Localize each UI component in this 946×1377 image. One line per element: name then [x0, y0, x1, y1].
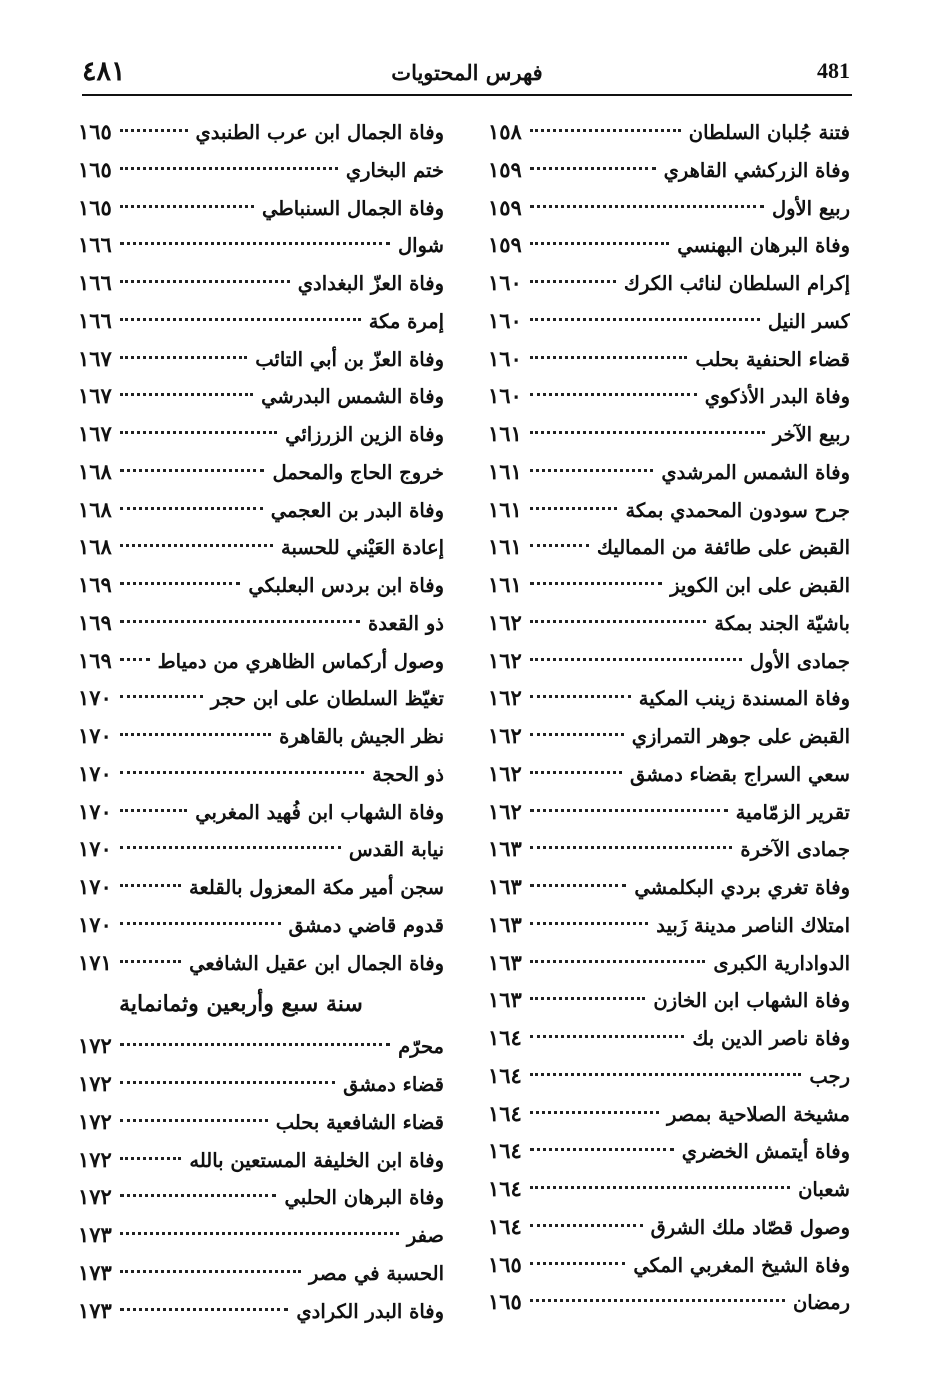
entry-page-number: ١٦٣ — [488, 911, 522, 937]
dot-leader — [120, 1308, 289, 1311]
toc-entry — [78, 566, 444, 604]
entry-page-number: ١٦٥ — [488, 1289, 522, 1315]
dot-leader — [120, 469, 265, 472]
toc-entry — [78, 1216, 444, 1254]
entry-page-number: ١٦٨ — [78, 458, 112, 484]
dot-leader — [530, 280, 616, 283]
dot-leader — [120, 922, 281, 925]
toc-entry — [488, 415, 850, 453]
entry-title: وفاة البدر بن العجمي — [270, 498, 444, 522]
entry-page-number: ١٦٧ — [78, 383, 112, 409]
entry-title: محرّم — [398, 1035, 444, 1059]
entry-title: نيابة القدس — [348, 838, 444, 862]
dot-leader — [530, 318, 760, 321]
entry-page-number: ١٦٢ — [488, 760, 522, 786]
entry-title: وفاة تغري بردي البكلمشي — [634, 876, 850, 899]
dot-leader — [120, 771, 364, 774]
toc-entry — [488, 340, 850, 378]
entry-page-number: ١٦٥ — [78, 194, 112, 220]
toc-entry — [488, 755, 850, 793]
dot-leader — [530, 809, 728, 812]
toc-entry — [488, 377, 850, 415]
dot-leader — [120, 1081, 335, 1084]
dot-leader — [530, 507, 618, 510]
entry-title: وفاة ابن الخليفة المستعين بالله — [189, 1148, 444, 1172]
dot-leader — [120, 1043, 390, 1046]
toc-entry — [78, 679, 444, 717]
entry-page-number: ١٦٠ — [488, 383, 522, 409]
toc-entry — [78, 1292, 444, 1330]
entry-title: وفاة الشمس المرشدي — [661, 460, 850, 484]
entry-page-number: ١٦٠ — [488, 345, 522, 371]
dot-leader — [120, 544, 273, 547]
entry-title: تغيّظ السلطان على ابن حجر — [210, 687, 444, 711]
entry-title: قضاء الحنفية بحلب — [695, 347, 850, 371]
dot-leader — [120, 205, 254, 208]
dot-leader — [120, 129, 188, 132]
dot-leader — [120, 242, 390, 245]
dot-leader — [530, 431, 765, 434]
dot-leader — [530, 393, 697, 396]
entry-title: ذو القعدة — [368, 611, 444, 635]
toc-left-section-entries — [78, 1027, 444, 1329]
toc-entry — [488, 151, 850, 189]
entry-title: وفاة البرهان البهنسي — [677, 234, 850, 258]
entry-page-number: ١٦٢ — [488, 609, 522, 635]
dot-leader — [530, 469, 654, 472]
dot-leader — [120, 507, 263, 510]
dot-leader — [120, 960, 181, 963]
entry-page-number: ١٦٥ — [78, 119, 112, 144]
entry-title: إعادة العَيْني للحسبة — [281, 536, 444, 560]
entry-page-number: ١٧٢ — [78, 1184, 112, 1210]
entry-title: شعبان — [798, 1178, 850, 1201]
entry-page-number: ١٦١ — [488, 496, 522, 522]
dot-leader — [530, 242, 669, 245]
toc-entry — [488, 528, 850, 566]
toc-left-entries — [78, 113, 444, 981]
page-number-arabic: ٤٨١ — [82, 56, 126, 87]
entry-title: تقرير الزمّامية — [735, 800, 850, 824]
toc-entry — [488, 453, 850, 491]
page-number-latin: 481 — [817, 58, 850, 83]
entry-title: وفاة الشمس البدرشي — [261, 385, 444, 409]
toc-entry — [78, 642, 444, 680]
dot-leader — [530, 205, 764, 208]
entry-page-number: ١٦١ — [488, 572, 522, 597]
entry-page-number: ١٦١ — [488, 458, 522, 484]
entry-title: القبض على جوهر التمرازي — [631, 725, 850, 748]
toc-entry — [78, 264, 444, 302]
entry-page-number: ١٥٨ — [488, 119, 522, 144]
entry-page-number: ١٧٢ — [78, 1146, 112, 1172]
dot-leader — [120, 1270, 301, 1273]
entry-page-number: ١٧٠ — [78, 874, 112, 899]
toc-entry — [488, 1057, 850, 1095]
entry-page-number: ١٧٢ — [78, 1108, 112, 1134]
toc-entry — [488, 264, 850, 302]
dot-leader — [530, 771, 622, 774]
entry-page-number: ١٦٢ — [488, 685, 522, 711]
entry-page-number: ١٦٨ — [78, 496, 112, 522]
entry-page-number: ١٧١ — [78, 949, 112, 975]
toc-entry — [488, 1208, 850, 1246]
toc-entry — [78, 868, 444, 906]
toc-entry — [488, 717, 850, 755]
toc-entry — [488, 944, 850, 982]
dot-leader — [530, 733, 624, 736]
toc-entry — [488, 113, 850, 151]
entry-title: سجن أمير مكة المعزول بالقلعة — [189, 876, 444, 899]
dot-leader — [120, 318, 361, 321]
dot-leader — [530, 1186, 790, 1189]
dot-leader — [530, 960, 706, 963]
entry-title: فتنة جُلبان السلطان — [688, 121, 850, 144]
entry-page-number: ١٦٤ — [488, 1100, 522, 1126]
toc-entry — [78, 189, 444, 227]
entry-page-number: ١٧٠ — [78, 685, 112, 711]
entry-title: وفاة الشهاب ابن فُهيد المغربي — [195, 800, 444, 824]
entry-title: مشيخة الصلاحية بمصر — [666, 1102, 850, 1126]
entry-title: كسر النيل — [767, 309, 850, 333]
entry-page-number: ١٦٠ — [488, 270, 522, 295]
dot-leader — [530, 884, 627, 887]
entry-page-number: ١٦٥ — [488, 1251, 522, 1277]
entry-title: إكرام السلطان لنائب الكرك — [623, 272, 850, 295]
dot-leader — [120, 1232, 399, 1235]
entry-title: جمادى الأول — [749, 649, 850, 673]
entry-page-number: ١٧٠ — [78, 760, 112, 786]
entry-page-number: ١٦٧ — [78, 421, 112, 446]
toc-entry — [78, 453, 444, 491]
dot-leader — [530, 544, 589, 547]
toc-entry — [488, 604, 850, 642]
dot-leader — [530, 1148, 674, 1151]
entry-page-number: ١٦٤ — [488, 1025, 522, 1050]
dot-leader — [120, 884, 181, 887]
entry-title: سعي السراج بقضاء دمشق — [630, 762, 850, 786]
toc-entry — [488, 491, 850, 529]
dot-leader — [530, 997, 646, 1000]
toc-entry — [78, 793, 444, 831]
dot-leader — [530, 620, 707, 623]
toc-entry — [78, 1254, 444, 1292]
toc-column-right — [488, 113, 850, 1321]
toc-entry — [78, 604, 444, 642]
toc-entry — [78, 755, 444, 793]
dot-leader — [120, 658, 150, 661]
toc-entry — [78, 944, 444, 982]
entry-title: إمرة مكة — [368, 309, 444, 333]
toc-entry — [488, 226, 850, 264]
entry-page-number: ١٧٠ — [78, 836, 112, 862]
page-header — [82, 52, 852, 96]
entry-page-number: ١٧٣ — [78, 1297, 112, 1323]
entry-title: وفاة ابن بردس البعلبكي — [248, 574, 444, 597]
dot-leader — [530, 695, 631, 698]
entry-title: وفاة الزين الزرزائي — [285, 423, 444, 446]
entry-page-number: ١٦٧ — [78, 345, 112, 371]
dot-leader — [120, 393, 253, 396]
dot-leader — [530, 658, 742, 661]
entry-page-number: ١٦٢ — [488, 647, 522, 673]
entry-title: وفاة الجمال ابن عقيل الشافعي — [189, 951, 444, 975]
toc-column-left — [78, 113, 444, 1329]
entry-title: ربيع الآخر — [772, 423, 850, 446]
toc-entry — [78, 491, 444, 529]
entry-page-number: ١٦٩ — [78, 572, 112, 597]
entry-page-number: ١٧٠ — [78, 911, 112, 937]
entry-title: ختم البخاري — [345, 158, 444, 182]
dot-leader — [530, 922, 648, 925]
dot-leader — [530, 1035, 684, 1038]
dot-leader — [120, 582, 241, 585]
entry-page-number: ١٦٩ — [78, 647, 112, 673]
entry-title: وفاة الزركشي القاهري — [663, 158, 850, 182]
toc-entry — [78, 377, 444, 415]
dot-leader — [530, 1111, 659, 1114]
entry-title: وفاة البدر الكرادي — [296, 1299, 444, 1323]
dot-leader — [120, 167, 338, 170]
entry-title: امتلاك الناصر مدينة زَبيد — [656, 913, 850, 937]
entry-title: صفر — [406, 1224, 444, 1247]
entry-page-number: ١٦٦ — [78, 232, 112, 258]
toc-entry — [488, 679, 850, 717]
entry-page-number: ١٦٣ — [488, 949, 522, 975]
entry-page-number: ١٦٣ — [488, 987, 522, 1013]
dot-leader — [120, 1194, 277, 1197]
entry-page-number: ١٦١ — [488, 421, 522, 446]
toc-entry — [488, 642, 850, 680]
entry-title: نظر الجيش بالقاهرة — [279, 725, 444, 748]
toc-entry — [488, 1095, 850, 1133]
entry-page-number: ١٦٠ — [488, 307, 522, 333]
dot-leader — [120, 620, 360, 623]
entry-title: وفاة الجمال ابن عرب الطنبدي — [195, 121, 444, 144]
entry-page-number: ١٦٤ — [488, 1062, 522, 1088]
entry-page-number: ١٦٩ — [78, 609, 112, 635]
entry-page-number: ١٦٣ — [488, 836, 522, 862]
dot-leader — [530, 1224, 643, 1227]
entry-title: وفاة الشهاب ابن الخازن — [653, 989, 850, 1013]
dot-leader — [530, 846, 733, 849]
entry-page-number: ١٥٩ — [488, 194, 522, 220]
dot-leader — [120, 733, 271, 736]
toc-entry — [78, 906, 444, 944]
toc-entry — [488, 566, 850, 604]
entry-page-number: ١٦٥ — [78, 156, 112, 182]
entry-page-number: ١٦٣ — [488, 874, 522, 899]
entry-title: وفاة العزّ بن أبي التائب — [255, 347, 444, 371]
entry-title: رجب — [809, 1064, 850, 1088]
entry-title: وصول قصّاد ملك الشرق — [650, 1215, 850, 1239]
entry-title: وفاة البدر الأذكوي — [704, 385, 850, 409]
toc-entry — [78, 302, 444, 340]
dot-leader — [120, 1119, 268, 1122]
entry-page-number: ١٥٩ — [488, 156, 522, 182]
dot-leader — [120, 695, 203, 698]
entry-title: وفاة أيتمش الخضري — [681, 1140, 850, 1164]
entry-title: وفاة البرهان الحلبي — [284, 1186, 444, 1210]
entry-page-number: ١٦٦ — [78, 307, 112, 333]
dot-leader — [120, 1157, 182, 1160]
dot-leader — [120, 356, 247, 359]
entry-title: وفاة الشيخ المغربي المكي — [633, 1253, 850, 1277]
entry-title: الدوادارية الكبرى — [713, 951, 850, 975]
toc-entry — [78, 528, 444, 566]
toc-entry — [488, 189, 850, 227]
entry-page-number: ١٧٣ — [78, 1222, 112, 1247]
entry-title: وفاة ناصر الدين بك — [692, 1027, 850, 1050]
toc-entry — [78, 1103, 444, 1141]
toc-entry — [78, 415, 444, 453]
entry-page-number: ١٥٩ — [488, 232, 522, 258]
entry-page-number: ١٧٢ — [78, 1033, 112, 1059]
entry-title: القبض على طائفة من المماليك — [596, 536, 850, 560]
entry-title: ربيع الأول — [771, 196, 850, 220]
toc-entry — [488, 302, 850, 340]
entry-title: شوال — [398, 234, 444, 258]
entry-title: قضاء دمشق — [343, 1073, 444, 1096]
toc-entry — [488, 1132, 850, 1170]
entry-page-number: ١٧٣ — [78, 1259, 112, 1285]
entry-title: القبض على ابن الكويز — [670, 574, 850, 597]
toc-entry — [78, 226, 444, 264]
dot-leader — [120, 280, 290, 283]
toc-entry — [488, 868, 850, 906]
entry-title: جرح سودون المحمدي بمكة — [625, 498, 850, 522]
dot-leader — [530, 356, 688, 359]
toc-entry — [488, 1019, 850, 1057]
toc-entry — [488, 981, 850, 1019]
dot-leader — [530, 1299, 785, 1302]
entry-title: خروج الحاج والمحمل — [272, 460, 444, 484]
year-section-heading: سنة سبع وأربعين وثمانماية — [119, 991, 363, 1018]
dot-leader — [530, 129, 681, 132]
toc-entry — [78, 1027, 444, 1065]
toc-entry — [78, 340, 444, 378]
entry-title: وفاة المسندة زينب المكية — [638, 687, 850, 711]
toc-entry — [78, 1065, 444, 1103]
toc-entry — [78, 1178, 444, 1216]
entry-page-number: ١٦٤ — [488, 1138, 522, 1164]
toc-entry — [488, 793, 850, 831]
entry-title: رمضان — [792, 1291, 850, 1315]
dot-leader — [120, 431, 277, 434]
dot-leader — [530, 1262, 626, 1265]
entry-page-number: ١٦٤ — [488, 1213, 522, 1239]
toc-entry — [78, 717, 444, 755]
entry-page-number: ١٦٨ — [78, 534, 112, 560]
toc-entry — [488, 830, 850, 868]
toc-entry — [488, 1283, 850, 1321]
entry-title: الحسبة في مصر — [309, 1261, 444, 1285]
toc-entry — [78, 830, 444, 868]
entry-page-number: ١٦٢ — [488, 723, 522, 748]
toc-entry — [78, 113, 444, 151]
toc-entry — [488, 906, 850, 944]
entry-title: وفاة الجمال السنباطي — [261, 196, 444, 220]
entry-page-number: ١٧٢ — [78, 1071, 112, 1096]
running-title: فهرس المحتويات — [391, 60, 543, 85]
dot-leader — [530, 167, 656, 170]
entry-title: وصول أركماس الظاهري من دمياط — [157, 649, 444, 673]
entry-page-number: ١٧٠ — [78, 798, 112, 824]
entry-title: باشيّة الجند بمكة — [714, 611, 850, 635]
entry-title: وفاة العزّ البغدادي — [297, 272, 444, 295]
toc-entry — [78, 151, 444, 189]
toc-entry — [78, 1141, 444, 1179]
dot-leader — [530, 1073, 802, 1076]
toc-entry — [488, 1170, 850, 1208]
entry-page-number: ١٦٢ — [488, 798, 522, 824]
entry-page-number: ١٦١ — [488, 534, 522, 560]
entry-page-number: ١٧٠ — [78, 723, 112, 748]
dot-leader — [120, 846, 341, 849]
toc-entry — [488, 1246, 850, 1284]
entry-title: جمادى الآخرة — [740, 838, 850, 862]
entry-title: قضاء الشافعية بحلب — [275, 1110, 444, 1134]
dot-leader — [530, 582, 662, 585]
entry-page-number: ١٦٤ — [488, 1176, 522, 1201]
entry-title: ذو الحجة — [372, 762, 444, 786]
entry-page-number: ١٦٦ — [78, 270, 112, 295]
dot-leader — [120, 809, 187, 812]
entry-title: قدوم قاضي دمشق — [288, 913, 444, 937]
